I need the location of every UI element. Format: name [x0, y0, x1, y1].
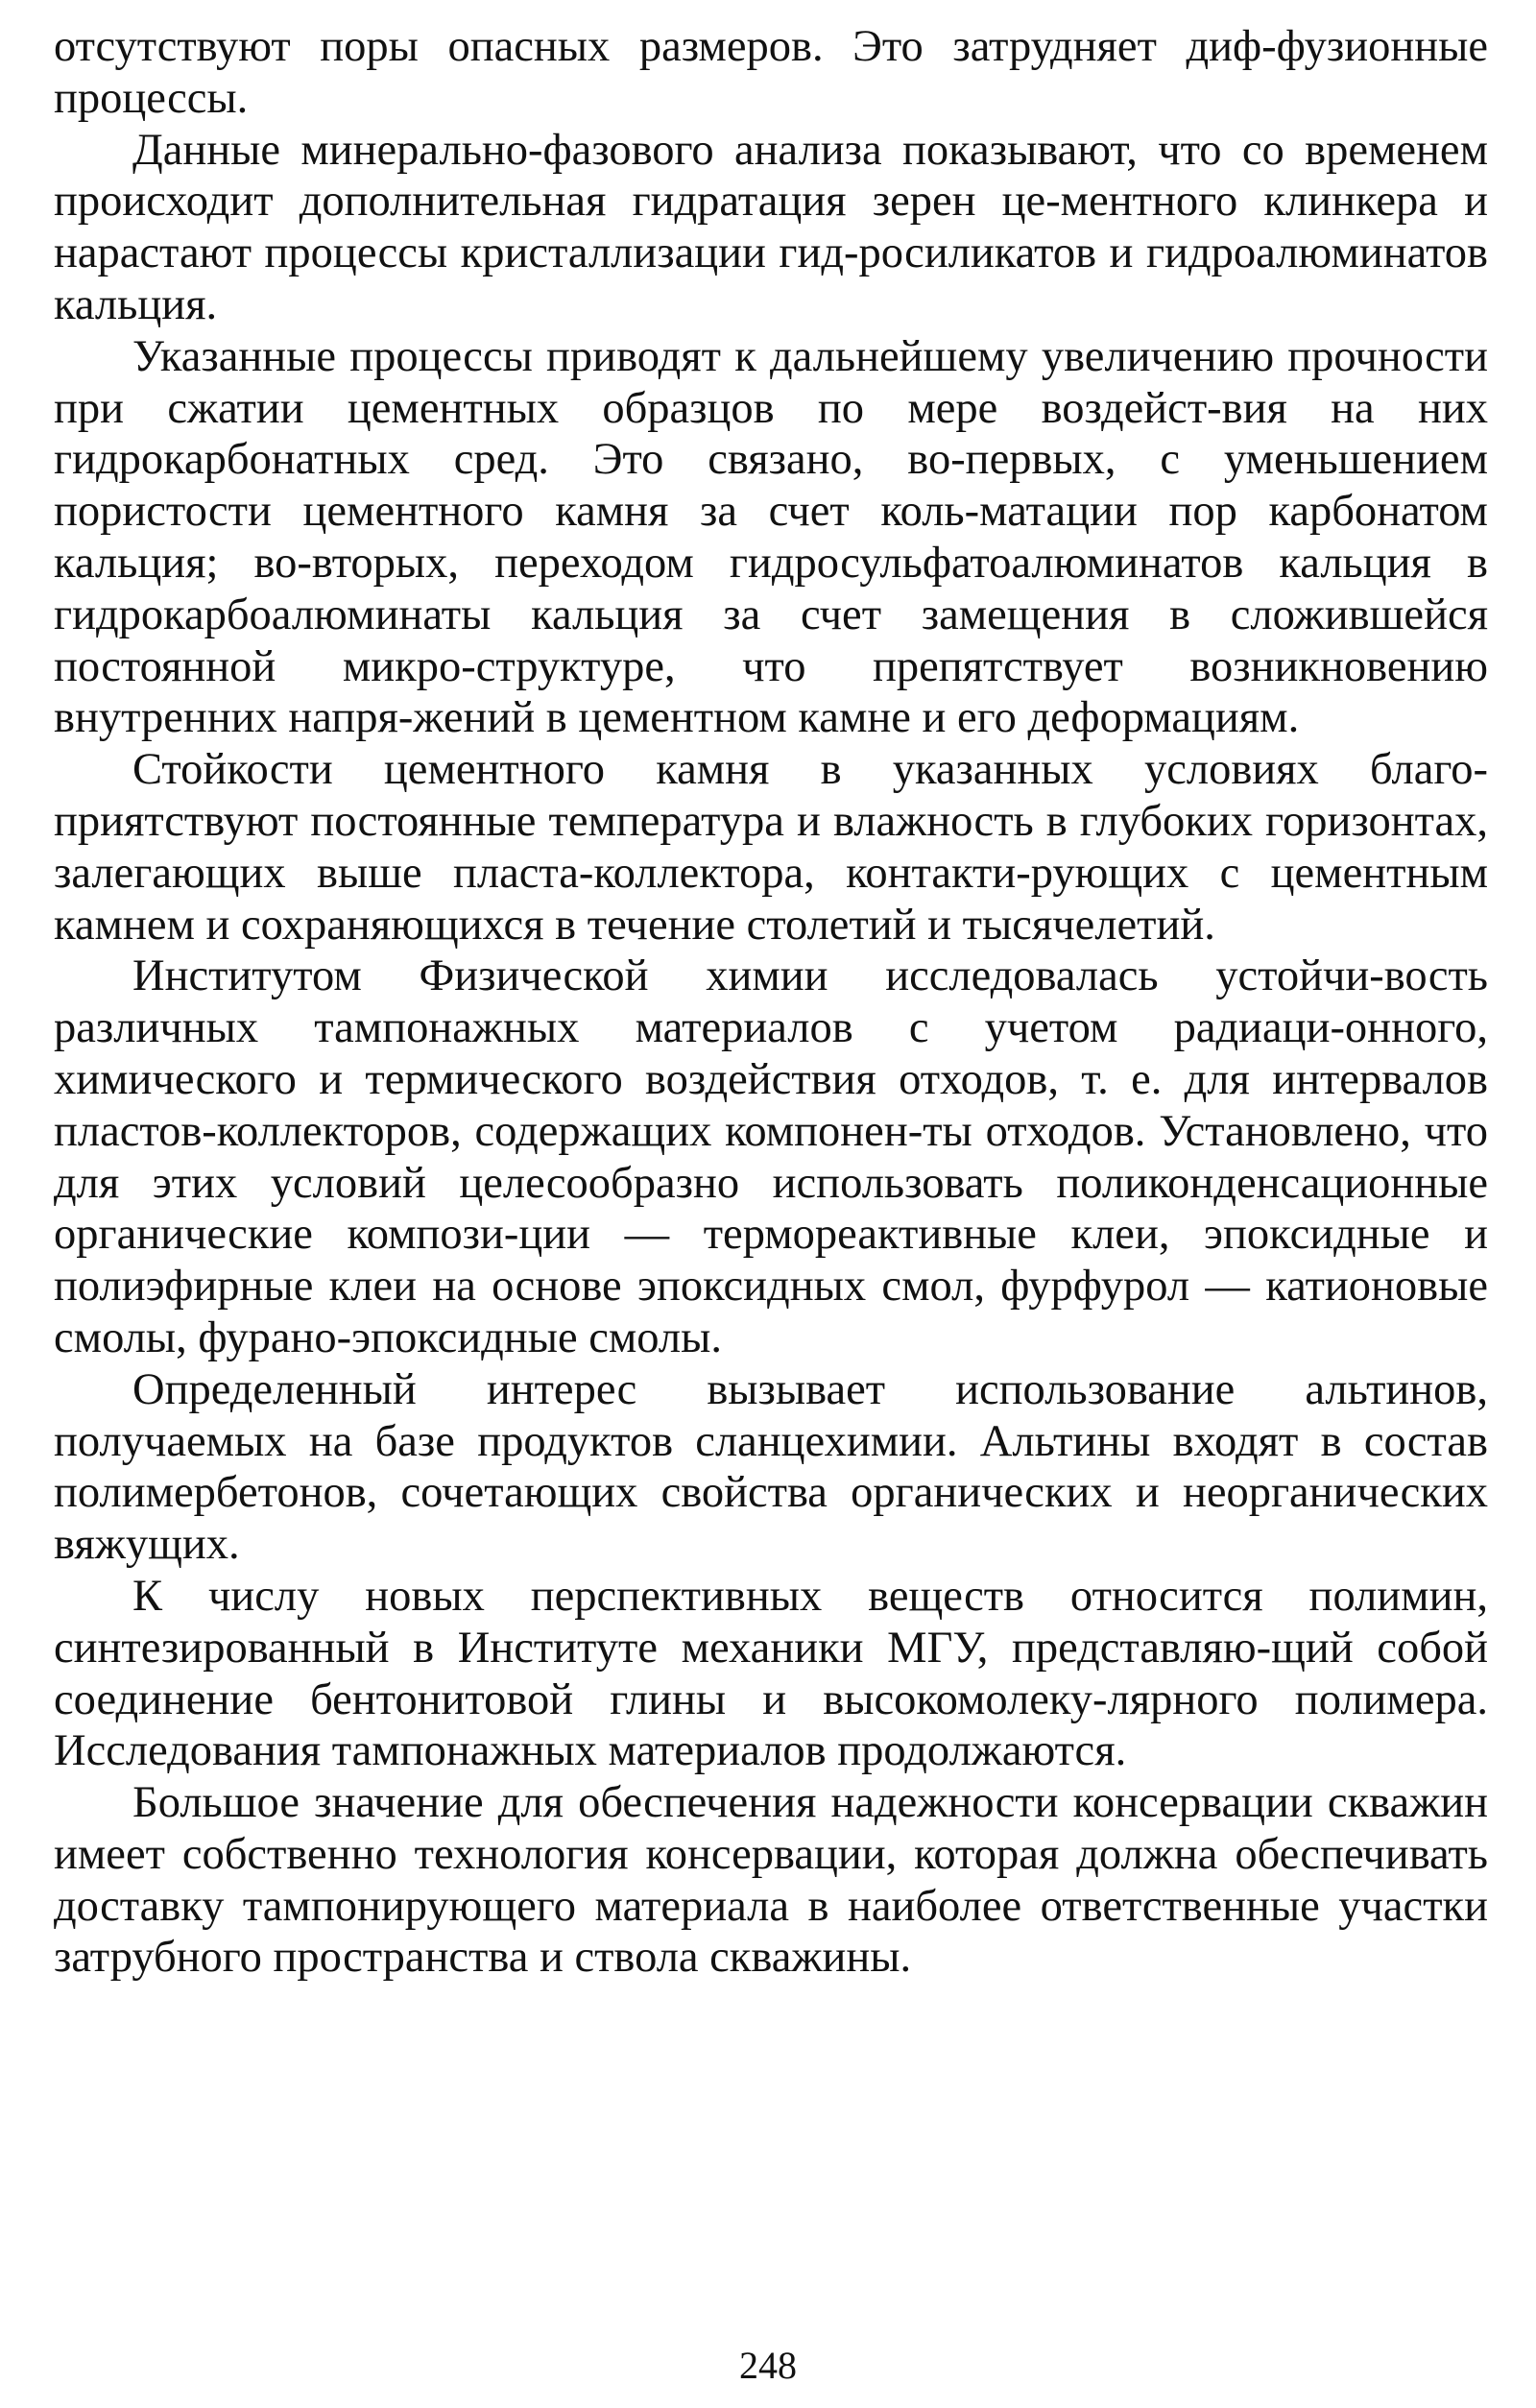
page-body	[54, 21, 1488, 1984]
paragraph: Определенный интерес вызывает использование альтинов, получаемых на базе продуктов сланцехимии. Альтины входят в состав полимербетонов, сочетающих свойства органических и неорганических вяжущих.	[54, 1364, 1488, 1570]
paragraph: отсутствуют поры опасных размеров. Это затрудняет диф-фузионные процессы.	[54, 22, 1488, 123]
paragraph: Институтом Физической химии исследовалась устойчи-вость различных тампонажных материалов с учетом радиаци-онного, химического и термического воздействия отходов, т. е. для интервалов пластов-коллекторов, содержащих компонен-ты отходов. Установлено, что для этих условий целесообразно использовать поликонденсационные органические компози-ции — термореактивные клеи, эпоксидные и полиэфирные клеи на основе эпоксидных смол, фурфурол — катионовые смолы, фурано-эпоксидные смолы.	[54, 951, 1488, 1362]
paragraph: Данные минерально-фазового анализа показывают, что со временем происходит дополнительная гидратация зерен це-ментного клинкера и нарастают процессы кристаллизации гид-росиликатов и гидроалюминатов кальция.	[54, 125, 1488, 329]
page-number: 248	[739, 2344, 797, 2387]
paragraph: Большое значение для обеспечения надежности консервации скважин имеет собственно технология консервации, которая должна обеспечивать доставку тампонирующего материала в наиболее ответственные участки затрубного пространства и ствола скважины.	[54, 1778, 1488, 1983]
paragraph: Указанные процессы приводят к дальнейшему увеличению прочности при сжатии цементных образцов по мере воздейст-вия на них гидрокарбонатных сред. Это связано, во-первых, с уменьшением пористости цементного камня за счет коль-матации пор карбонатом кальция; во-вторых, переходом гидросульфатоалюминатов кальция в гидрокарбоалюминаты кальция за счет замещения в сложившейся постоянной микро-структуре, что препятствует возникновению внутренних напря-жений в цементном камне и его деформациям.	[54, 331, 1488, 743]
paragraph: К числу новых перспективных веществ относится полимин, синтезированный в Институте механики МГУ, представляю-щий собой соединение бентонитовой глины и высокомолеку-лярного полимера. Исследования тампонажных материалов продолжаются.	[54, 1571, 1488, 1776]
paragraph: Стойкости цементного камня в указанных условиях благо-приятствуют постоянные температура и влажность в глубоких горизонтах, залегающих выше пласта-коллектора, контакти-рующих с цементным камнем и сохраняющихся в течение столетий и тысячелетий.	[54, 745, 1488, 950]
